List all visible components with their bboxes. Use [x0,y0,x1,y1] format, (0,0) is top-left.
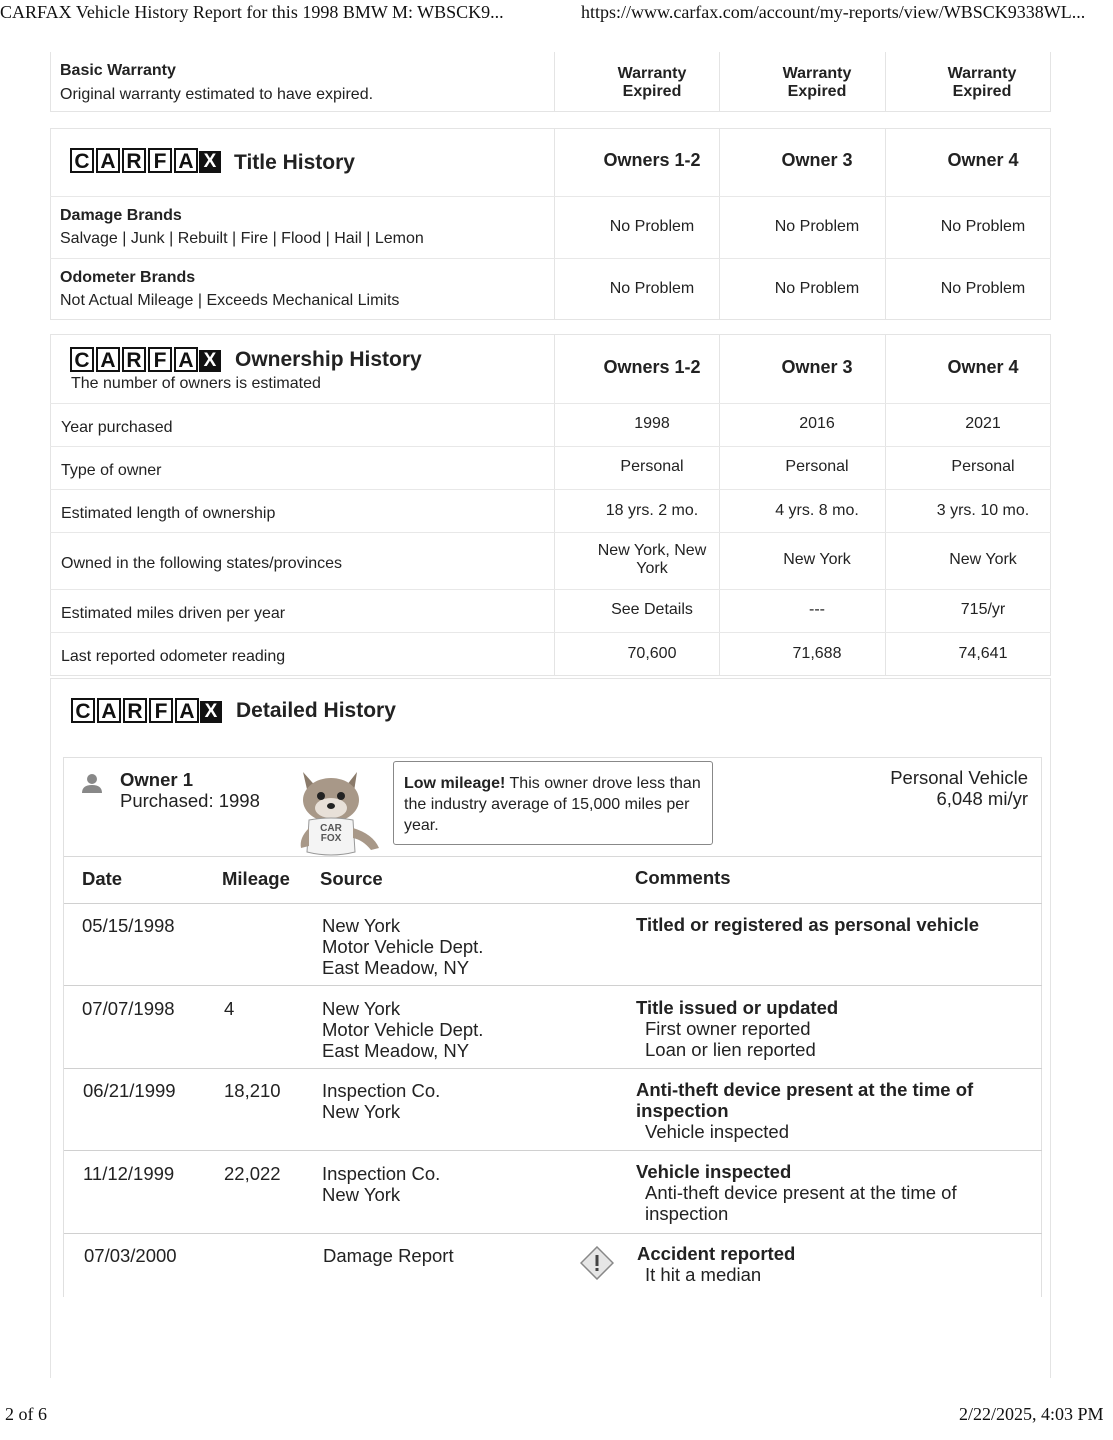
owner-name: Owner 1 [120,769,193,790]
record-comment-details: First owner reported Loan or lien reported [645,1018,816,1060]
carfox-mascot [295,768,385,858]
record-comment-title: Title issued or updated [636,997,839,1018]
ownership-cell: 715/yr [960,601,1006,618]
record-comment-details: Vehicle inspected [645,1121,789,1142]
odometer-brands-value: No Problem [609,280,695,297]
column-header: Owner 3 [781,150,853,170]
record-date: 07/03/2000 [84,1245,177,1266]
detailed-history-heading: Detailed History [236,699,396,722]
page-title: CARFAX Vehicle History Report for this 1998 BMW M: WBSCK9... [0,2,504,22]
person-icon [80,772,104,794]
damage-brands-value: No Problem [609,218,695,235]
damage-brands-value: No Problem [774,218,860,235]
ownership-note: The number of owners is estimated [71,375,321,392]
carfax-logo: C A R F A X [70,148,221,173]
record-comment-title: Anti-theft device present at the time of inspection [636,1079,974,1121]
ownership-row-label: Last reported odometer reading [61,648,286,665]
callout-bold: Low mileage! [404,775,506,792]
warranty-title: Basic Warranty [60,62,176,79]
ownership-cell: 70,600 [627,645,677,662]
ownership-cell: New York [949,551,1017,568]
odometer-brands-value: No Problem [774,280,860,297]
print-datetime: 2/22/2025, 4:03 PM [959,1404,1104,1424]
record-source: Inspection Co. New York [322,1163,441,1205]
record-mileage: 22,022 [224,1163,281,1184]
column-header: Owners 1-2 [603,357,701,377]
damage-brands-title: Damage Brands [60,207,182,224]
warranty-subtitle: Original warranty estimated to have expired. [60,86,374,103]
miles-per-year: 6,048 mi/yr [936,788,1028,809]
table-header-mileage: Mileage [222,868,290,889]
record-comment-details: Anti-theft device present at the time of inspection [645,1182,957,1224]
damage-brands-value: No Problem [940,218,1026,235]
ownership-row-label: Type of owner [61,462,162,479]
record-mileage: 18,210 [224,1080,281,1101]
ownership-cell: --- [809,601,825,618]
column-header: Owners 1-2 [603,150,701,170]
column-header: Owner 4 [947,150,1019,170]
ownership-row-label: Owned in the following states/provinces [61,555,343,572]
ownership-row-label: Estimated length of ownership [61,505,276,522]
record-date: 05/15/1998 [82,915,175,936]
carfax-logo: C A R F A X [70,347,221,372]
low-mileage-callout [393,761,713,845]
record-source: New York Motor Vehicle Dept. East Meadow, NY [322,915,484,978]
page-url[interactable]: https://www.carfax.com/account/my-reports/view/WBSCK9338WL... [581,2,1086,22]
page-indicator: 2 of 6 [5,1404,47,1424]
ownership-cell: New York [783,551,851,568]
ownership-cell: 74,641 [958,645,1008,662]
column-header: Owner 4 [947,357,1019,377]
ownership-cell: 1998 [634,415,670,432]
column-header: Owner 3 [781,357,853,377]
ownership-cell: Personal [620,458,684,475]
record-date: 11/12/1999 [83,1163,175,1184]
ownership-cell: Personal [785,458,849,475]
ownership-cell: 2021 [965,415,1001,432]
table-header-source: Source [320,868,383,889]
ownership-cell: 18 yrs. 2 mo. [605,502,699,519]
mascot-shirt-text: CAR FOX [320,823,342,844]
record-mileage: 4 [224,998,235,1019]
ownership-cell: See Details [611,601,693,618]
title-history-heading: Title History [234,151,355,174]
warning-diamond-icon [580,1246,614,1280]
warranty-status: Warranty Expired [947,65,1017,100]
ownership-row-label: Year purchased [61,419,173,436]
carfax-logo: C A R F A X [71,698,222,723]
table-header-date: Date [82,868,123,889]
record-comment-title: Vehicle inspected [636,1161,792,1182]
ownership-cell: 4 yrs. 8 mo. [775,502,859,519]
record-comment-title: Accident reported [637,1243,796,1264]
owner-purchased: Purchased: 1998 [120,790,260,811]
ownership-cell: 2016 [799,415,835,432]
table-header-comments: Comments [635,867,731,888]
record-source: New York Motor Vehicle Dept. East Meadow, NY [322,998,484,1061]
record-source: Damage Report [323,1245,454,1266]
ownership-cell: New York, New York [597,542,707,577]
record-comment-details: It hit a median [645,1264,762,1285]
vehicle-type: Personal Vehicle [890,767,1028,788]
ownership-cell: Personal [951,458,1015,475]
warranty-status: Warranty Expired [782,65,852,100]
odometer-brands-subtitle: Not Actual Mileage | Exceeds Mechanical Limits [60,292,400,309]
ownership-cell: 3 yrs. 10 mo. [936,502,1030,519]
record-source: Inspection Co. New York [322,1080,441,1122]
ownership-cell: 71,688 [792,645,842,662]
record-date: 07/07/1998 [82,998,175,1019]
ownership-history-heading: Ownership History [235,348,422,371]
record-comment-title: Titled or registered as personal vehicle [636,914,980,935]
warranty-status: Warranty Expired [617,65,687,100]
record-date: 06/21/1999 [83,1080,176,1101]
damage-brands-subtitle: Salvage | Junk | Rebuilt | Fire | Flood | Hail | Lemon [60,230,424,247]
ownership-row-label: Estimated miles driven per year [61,605,286,622]
odometer-brands-title: Odometer Brands [60,269,196,286]
callout-text: This owner drove less than the industry average of 15,000 miles per year. [404,775,701,834]
odometer-brands-value: No Problem [940,280,1026,297]
